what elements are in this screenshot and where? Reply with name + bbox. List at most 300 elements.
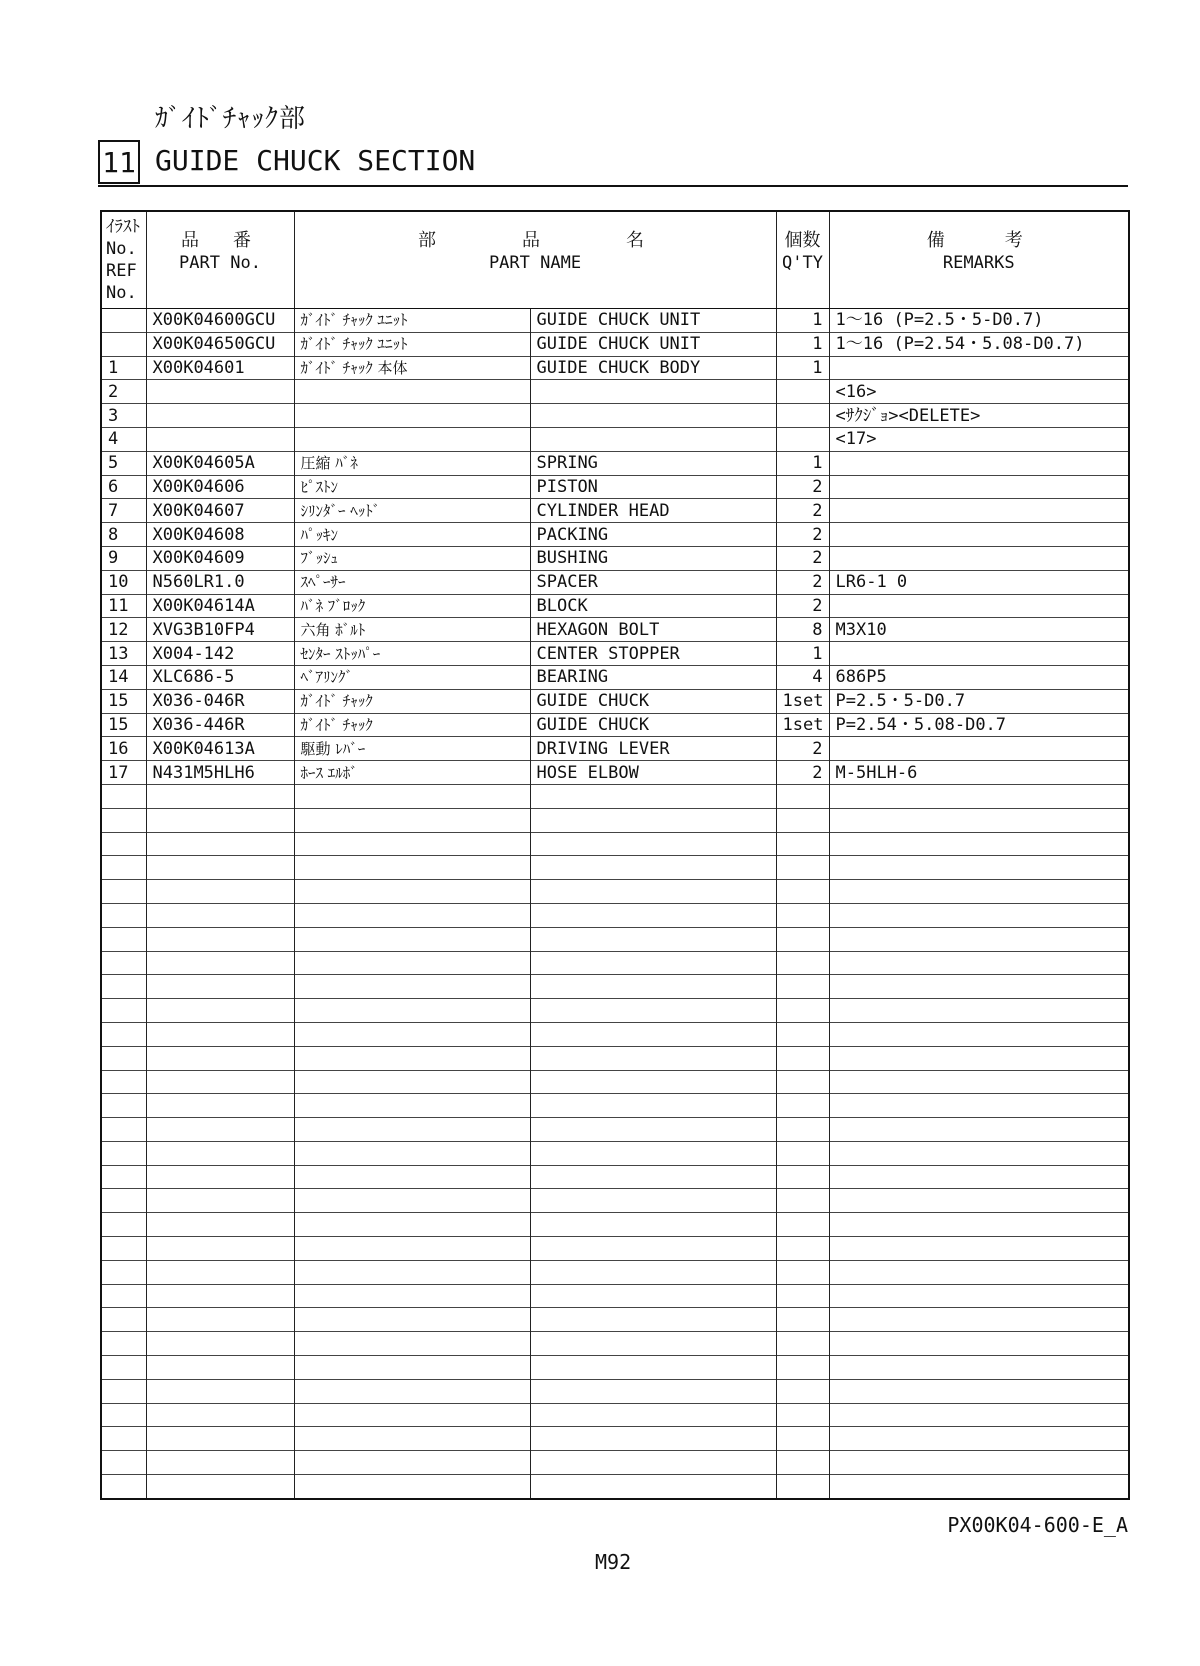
cell-qty: 8 [776, 618, 829, 642]
cell-part-no [146, 1451, 294, 1475]
cell-remarks [829, 1022, 1129, 1046]
cell-part-name-en [530, 951, 776, 975]
cell-part-name-jp [294, 951, 530, 975]
cell-ref: 16 [101, 737, 146, 761]
cell-remarks: <16> [829, 380, 1129, 404]
cell-qty [776, 1284, 829, 1308]
cell-remarks [829, 1165, 1129, 1189]
header-part-name-jp: 部 品 名 [418, 230, 652, 251]
cell-qty [776, 808, 829, 832]
empty-row [101, 1475, 1129, 1499]
cell-ref: 2 [101, 380, 146, 404]
cell-part-name-en [530, 1189, 776, 1213]
cell-part-name-jp [294, 1379, 530, 1403]
table-body [101, 309, 1129, 1499]
cell-part-name-jp [294, 784, 530, 808]
cell-ref [101, 880, 146, 904]
cell-qty [776, 880, 829, 904]
cell-qty: 2 [776, 594, 829, 618]
cell-ref [101, 784, 146, 808]
cell-part-name-jp [294, 1260, 530, 1284]
cell-remarks [829, 475, 1129, 499]
table-row [101, 523, 1129, 547]
cell-ref [101, 1022, 146, 1046]
cell-remarks [829, 808, 1129, 832]
cell-part-name-jp: ﾍﾞｱﾘﾝｸﾞ [294, 665, 530, 689]
cell-qty [776, 1332, 829, 1356]
empty-row [101, 1379, 1129, 1403]
table-row [101, 737, 1129, 761]
cell-ref: 15 [101, 689, 146, 713]
cell-part-no [146, 1308, 294, 1332]
cell-part-name-en: DRIVING LEVER [530, 737, 776, 761]
cell-part-name-jp [294, 1094, 530, 1118]
cell-part-no: X00K04614A [146, 594, 294, 618]
cell-part-name-jp: 圧縮 ﾊﾞﾈ [294, 451, 530, 475]
header-remarks [829, 211, 1129, 309]
cell-ref: 6 [101, 475, 146, 499]
header-part-name [294, 211, 776, 309]
table-row [101, 713, 1129, 737]
section-title: GUIDE CHUCK SECTION [155, 144, 476, 177]
cell-remarks [829, 1403, 1129, 1427]
cell-part-name-jp [294, 1427, 530, 1451]
cell-part-name-jp [294, 1403, 530, 1427]
cell-part-no: X00K04606 [146, 475, 294, 499]
cell-part-no: XVG3B10FP4 [146, 618, 294, 642]
table-row [101, 689, 1129, 713]
cell-remarks [829, 951, 1129, 975]
cell-part-no [146, 404, 294, 428]
cell-ref: 7 [101, 499, 146, 523]
header-remarks-en: REMARKS [942, 253, 1015, 273]
cell-ref [101, 1427, 146, 1451]
cell-remarks: 1～16 (P=2.5・5-D0.7) [829, 309, 1129, 333]
cell-part-no [146, 1022, 294, 1046]
empty-row [101, 927, 1129, 951]
cell-part-no: X00K04609 [146, 546, 294, 570]
cell-remarks [829, 499, 1129, 523]
cell-ref [101, 1260, 146, 1284]
cell-qty [776, 832, 829, 856]
cell-part-no: X00K04613A [146, 737, 294, 761]
cell-part-no [146, 427, 294, 451]
cell-part-name-en: PISTON [530, 475, 776, 499]
cell-ref [101, 832, 146, 856]
cell-remarks [829, 737, 1129, 761]
cell-part-name-jp [294, 975, 530, 999]
cell-part-name-jp: ｽﾍﾟｰｻｰ [294, 570, 530, 594]
cell-part-name-jp: ﾋﾟｽﾄﾝ [294, 475, 530, 499]
cell-remarks: M3X10 [829, 618, 1129, 642]
cell-ref [101, 1046, 146, 1070]
cell-part-name-jp [294, 1237, 530, 1261]
cell-ref: 17 [101, 761, 146, 785]
cell-remarks [829, 1451, 1129, 1475]
cell-part-name-jp: ﾊﾟｯｷﾝ [294, 523, 530, 547]
cell-part-name-jp [294, 832, 530, 856]
cell-qty: 1 [776, 332, 829, 356]
cell-part-name-jp: ｶﾞｲﾄﾞ ﾁｬｯｸ [294, 689, 530, 713]
cell-qty [776, 1427, 829, 1451]
header-qty-jp: 個数 [784, 230, 821, 251]
cell-qty [776, 927, 829, 951]
cell-part-no [146, 380, 294, 404]
empty-row [101, 832, 1129, 856]
cell-part-no: X004-142 [146, 642, 294, 666]
cell-part-no [146, 784, 294, 808]
cell-part-name-jp: 六角 ﾎﾞﾙﾄ [294, 618, 530, 642]
cell-qty [776, 1094, 829, 1118]
cell-part-no [146, 880, 294, 904]
cell-remarks [829, 880, 1129, 904]
cell-part-no [146, 1094, 294, 1118]
cell-qty [776, 1141, 829, 1165]
empty-row [101, 1332, 1129, 1356]
header-part-no-en: PART No. [179, 253, 261, 273]
cell-part-no [146, 1475, 294, 1499]
cell-part-name-en [530, 1379, 776, 1403]
cell-qty [776, 1356, 829, 1380]
cell-part-name-en [530, 1356, 776, 1380]
cell-part-name-en: GUIDE CHUCK BODY [530, 356, 776, 380]
cell-part-name-jp [294, 1451, 530, 1475]
section-rule [98, 185, 1128, 187]
cell-ref [101, 1189, 146, 1213]
header-ref-line: REF [106, 261, 137, 281]
cell-ref: 3 [101, 404, 146, 428]
empty-row [101, 1070, 1129, 1094]
cell-part-no [146, 1046, 294, 1070]
empty-row [101, 1260, 1129, 1284]
cell-remarks [829, 1237, 1129, 1261]
cell-ref [101, 808, 146, 832]
cell-part-name-jp [294, 1022, 530, 1046]
cell-part-no [146, 1118, 294, 1142]
cell-remarks [829, 1260, 1129, 1284]
cell-qty [776, 1189, 829, 1213]
cell-part-name-en: HEXAGON BOLT [530, 618, 776, 642]
cell-part-name-en [530, 1022, 776, 1046]
cell-remarks [829, 642, 1129, 666]
cell-part-no: X00K04605A [146, 451, 294, 475]
cell-part-name-en [530, 784, 776, 808]
empty-row [101, 951, 1129, 975]
cell-qty [776, 1070, 829, 1094]
empty-row [101, 856, 1129, 880]
cell-part-name-en [530, 1070, 776, 1094]
cell-part-name-jp [294, 380, 530, 404]
table-row [101, 499, 1129, 523]
cell-part-no [146, 808, 294, 832]
cell-remarks [829, 999, 1129, 1023]
cell-part-name-en [530, 927, 776, 951]
cell-part-name-en [530, 808, 776, 832]
cell-part-no [146, 1070, 294, 1094]
cell-remarks: M-5HLH-6 [829, 761, 1129, 785]
cell-part-name-en [530, 1094, 776, 1118]
cell-qty [776, 903, 829, 927]
cell-qty [776, 951, 829, 975]
cell-qty [776, 856, 829, 880]
cell-part-name-en: BUSHING [530, 546, 776, 570]
cell-qty [776, 1237, 829, 1261]
cell-part-name-jp: ｶﾞｲﾄﾞ ﾁｬｯｸ ﾕﾆｯﾄ [294, 309, 530, 333]
cell-part-name-en: HOSE ELBOW [530, 761, 776, 785]
header-ref-line: No. [106, 283, 137, 303]
cell-part-name-en [530, 1237, 776, 1261]
cell-part-name-jp [294, 1332, 530, 1356]
cell-ref [101, 309, 146, 333]
header-ref [101, 211, 146, 309]
empty-row [101, 1356, 1129, 1380]
cell-part-name-en [530, 856, 776, 880]
cell-part-name-en: SPRING [530, 451, 776, 475]
cell-part-name-jp [294, 1189, 530, 1213]
cell-part-name-jp [294, 427, 530, 451]
cell-part-no [146, 1332, 294, 1356]
cell-ref [101, 975, 146, 999]
cell-part-name-en: PACKING [530, 523, 776, 547]
cell-part-name-en: CENTER STOPPER [530, 642, 776, 666]
cell-ref [101, 903, 146, 927]
cell-remarks [829, 927, 1129, 951]
cell-qty [776, 1308, 829, 1332]
cell-part-name-en [530, 1427, 776, 1451]
cell-ref: 8 [101, 523, 146, 547]
cell-part-name-en: BLOCK [530, 594, 776, 618]
section-title-jp: ｶﾞｲﾄﾞﾁｬｯｸ部 [155, 104, 307, 134]
cell-qty: 2 [776, 499, 829, 523]
header-ref-line: ｲﾗｽﾄ [106, 217, 140, 237]
cell-part-name-en: GUIDE CHUCK [530, 713, 776, 737]
cell-ref [101, 1094, 146, 1118]
cell-part-name-en [530, 1403, 776, 1427]
cell-qty [776, 999, 829, 1023]
cell-ref [101, 1165, 146, 1189]
cell-ref: 13 [101, 642, 146, 666]
cell-ref [101, 856, 146, 880]
empty-row [101, 1213, 1129, 1237]
cell-part-name-jp [294, 1475, 530, 1499]
cell-ref [101, 951, 146, 975]
cell-remarks [829, 1379, 1129, 1403]
cell-remarks: P=2.54・5.08-D0.7 [829, 713, 1129, 737]
cell-part-name-jp: 駆動 ﾚﾊﾞｰ [294, 737, 530, 761]
cell-part-name-jp [294, 404, 530, 428]
cell-part-name-en: BEARING [530, 665, 776, 689]
cell-part-no [146, 832, 294, 856]
cell-remarks [829, 1094, 1129, 1118]
header-qty-en: Q'TY [782, 253, 823, 273]
cell-part-name-en: GUIDE CHUCK [530, 689, 776, 713]
header-remarks-jp: 備 考 [926, 230, 1031, 251]
empty-row [101, 808, 1129, 832]
cell-qty [776, 1022, 829, 1046]
table-row [101, 594, 1129, 618]
parts-table [100, 210, 1130, 1500]
cell-part-name-en [530, 832, 776, 856]
header-part-name-en: PART NAME [488, 253, 582, 273]
cell-ref: 12 [101, 618, 146, 642]
cell-part-name-en [530, 427, 776, 451]
table-row [101, 570, 1129, 594]
cell-remarks [829, 1070, 1129, 1094]
cell-part-name-jp [294, 1118, 530, 1142]
cell-part-no [146, 1403, 294, 1427]
cell-part-no [146, 1141, 294, 1165]
empty-row [101, 1308, 1129, 1332]
cell-remarks [829, 903, 1129, 927]
cell-part-name-en: GUIDE CHUCK UNIT [530, 309, 776, 333]
cell-part-name-en [530, 1213, 776, 1237]
table-row [101, 761, 1129, 785]
cell-qty [776, 1475, 829, 1499]
cell-part-name-en [530, 1308, 776, 1332]
cell-part-no [146, 975, 294, 999]
cell-ref [101, 1237, 146, 1261]
cell-qty: 1 [776, 642, 829, 666]
cell-part-name-jp [294, 1046, 530, 1070]
cell-qty: 2 [776, 570, 829, 594]
cell-part-name-en [530, 1118, 776, 1142]
empty-row [101, 880, 1129, 904]
cell-remarks [829, 1189, 1129, 1213]
cell-qty: 2 [776, 761, 829, 785]
cell-part-no [146, 1165, 294, 1189]
empty-row [101, 784, 1129, 808]
empty-row [101, 1094, 1129, 1118]
section-number: 11 [98, 140, 140, 184]
cell-part-name-jp [294, 903, 530, 927]
cell-remarks [829, 1284, 1129, 1308]
empty-row [101, 1284, 1129, 1308]
cell-remarks: 1～16 (P=2.54・5.08-D0.7) [829, 332, 1129, 356]
empty-row [101, 1189, 1129, 1213]
cell-part-name-jp: ﾎｰｽ ｴﾙﾎﾞ [294, 761, 530, 785]
cell-part-name-jp [294, 1070, 530, 1094]
cell-part-no [146, 927, 294, 951]
cell-qty [776, 1118, 829, 1142]
cell-part-no [146, 1379, 294, 1403]
empty-row [101, 1237, 1129, 1261]
page-number: M92 [595, 1550, 632, 1574]
cell-part-no [146, 1356, 294, 1380]
cell-part-name-en [530, 1451, 776, 1475]
cell-part-name-jp [294, 1308, 530, 1332]
cell-part-name-en [530, 404, 776, 428]
cell-remarks [829, 1332, 1129, 1356]
cell-remarks [829, 784, 1129, 808]
empty-row [101, 1403, 1129, 1427]
cell-qty: 2 [776, 546, 829, 570]
cell-part-no: N560LR1.0 [146, 570, 294, 594]
table-row [101, 665, 1129, 689]
cell-part-no [146, 1427, 294, 1451]
cell-qty [776, 1165, 829, 1189]
cell-ref: 14 [101, 665, 146, 689]
cell-ref [101, 1379, 146, 1403]
cell-qty [776, 1403, 829, 1427]
cell-remarks [829, 594, 1129, 618]
cell-part-name-en: CYLINDER HEAD [530, 499, 776, 523]
cell-ref [101, 1213, 146, 1237]
cell-part-no: X00K04607 [146, 499, 294, 523]
cell-qty: 2 [776, 475, 829, 499]
cell-part-no: X036-446R [146, 713, 294, 737]
cell-remarks [829, 975, 1129, 999]
cell-part-name-jp: ｶﾞｲﾄﾞ ﾁｬｯｸ [294, 713, 530, 737]
table-row [101, 475, 1129, 499]
cell-part-name-jp [294, 856, 530, 880]
empty-row [101, 1165, 1129, 1189]
cell-part-name-jp: ｶﾞｲﾄﾞ ﾁｬｯｸ ﾕﾆｯﾄ [294, 332, 530, 356]
cell-remarks [829, 1046, 1129, 1070]
header-part-no-jp: 品 番 [181, 230, 259, 251]
cell-qty: 1 [776, 451, 829, 475]
cell-part-no: X00K04608 [146, 523, 294, 547]
cell-qty [776, 1260, 829, 1284]
cell-remarks [829, 1356, 1129, 1380]
cell-remarks: LR6-1 0 [829, 570, 1129, 594]
cell-part-name-en: GUIDE CHUCK UNIT [530, 332, 776, 356]
empty-row [101, 975, 1129, 999]
cell-part-name-en [530, 880, 776, 904]
empty-row [101, 1022, 1129, 1046]
cell-qty: 4 [776, 665, 829, 689]
cell-ref [101, 1141, 146, 1165]
cell-remarks: <ｻｸｼﾞｮ><DELETE> [829, 404, 1129, 428]
cell-part-name-jp: ﾌﾞｯｼｭ [294, 546, 530, 570]
cell-remarks [829, 1118, 1129, 1142]
cell-part-no: X00K04600GCU [146, 309, 294, 333]
cell-qty [776, 1451, 829, 1475]
cell-ref [101, 1356, 146, 1380]
cell-remarks [829, 1427, 1129, 1451]
cell-part-name-jp [294, 927, 530, 951]
cell-ref [101, 1070, 146, 1094]
cell-part-name-en [530, 380, 776, 404]
cell-remarks [829, 356, 1129, 380]
cell-ref [101, 1118, 146, 1142]
cell-qty [776, 1213, 829, 1237]
cell-part-no: N431M5HLH6 [146, 761, 294, 785]
cell-part-name-en [530, 1165, 776, 1189]
cell-qty [776, 975, 829, 999]
table-row [101, 427, 1129, 451]
cell-part-name-jp [294, 880, 530, 904]
cell-part-no [146, 1189, 294, 1213]
cell-remarks [829, 856, 1129, 880]
cell-remarks [829, 523, 1129, 547]
cell-part-name-en [530, 1475, 776, 1499]
table-row [101, 356, 1129, 380]
cell-part-name-en [530, 1260, 776, 1284]
cell-remarks [829, 546, 1129, 570]
header-qty [776, 211, 829, 309]
empty-row [101, 999, 1129, 1023]
cell-part-name-jp: ｼﾘﾝﾀﾞｰ ﾍｯﾄﾞ [294, 499, 530, 523]
cell-part-name-en [530, 975, 776, 999]
cell-part-no: X00K04650GCU [146, 332, 294, 356]
cell-part-no [146, 951, 294, 975]
cell-part-name-jp [294, 1356, 530, 1380]
cell-part-no [146, 1213, 294, 1237]
table-row [101, 546, 1129, 570]
cell-part-name-jp: ﾊﾞﾈ ﾌﾞﾛｯｸ [294, 594, 530, 618]
cell-ref: 9 [101, 546, 146, 570]
cell-remarks [829, 1475, 1129, 1499]
